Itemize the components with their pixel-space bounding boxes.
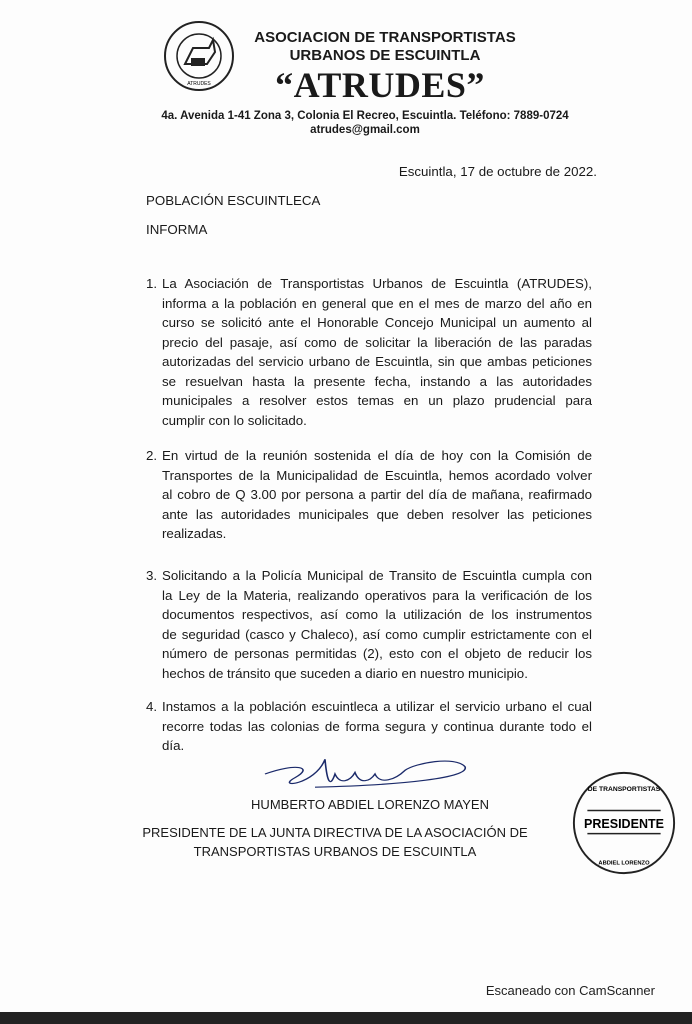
association-logo xyxy=(163,14,235,104)
paragraph-line: al cobro de Q 3.00 por persona a partir del día de mañana, reafirmado xyxy=(162,487,592,502)
org-name-line1: ASOCIACION DE TRANSPORTISTAS xyxy=(254,29,516,46)
paragraph-number: 3. xyxy=(146,568,158,583)
paragraph-number: 2. xyxy=(146,448,158,463)
paragraph-line: informa a la población en general que en el mes de marzo del año en xyxy=(162,295,592,311)
paragraph-number: 4. xyxy=(146,699,158,714)
paragraph-line: precio del pasaje, así como de solicitar la liberación de las paradas xyxy=(162,334,592,350)
paragraph-line: ante las autoridades municipales que deben resolver las peticiones xyxy=(162,506,592,522)
org-address: 4a. Avenida 1-41 Zona 3, Colonia El Recreo, Escuintla. Teléfono: 7889-0724 xyxy=(161,110,569,122)
numbered-paragraph xyxy=(146,274,592,430)
paragraph-line: realizadas. xyxy=(162,526,227,541)
paragraph-line: Instamos a la población escuintleca a utilizar el servicio urbano el cual xyxy=(162,699,592,714)
paragraph-line: autorizadas del servicio urbano de Escuintla, sin que ambas peticiones xyxy=(162,354,592,369)
paragraph-line: municipales a resolver estos temas en un plazo prudencial para xyxy=(162,393,592,408)
org-name-line2: URBANOS DE ESCUINTLA xyxy=(289,47,481,64)
signatory-title-line2: TRANSPORTISTAS URBANOS DE ESCUINTLA xyxy=(193,844,477,859)
numbered-paragraph xyxy=(146,697,592,756)
addressee: POBLACIÓN ESCUINTLECA xyxy=(146,193,321,208)
paragraph-line: de seguridad (casco y Chaleco), así como cumplir estrictamente con el xyxy=(162,626,592,642)
paragraph-line: recorre todas las colonias de forma segura y continua durante todo el xyxy=(162,718,592,734)
paragraph-line: hechos de tránsito que suceden a diario en nuestro municipio. xyxy=(162,665,528,681)
paragraph-line: Transportes de la Municipalidad de Escuintla, hemos acordado volver xyxy=(162,467,592,483)
president-stamp xyxy=(566,770,682,876)
svg-text:ABDIEL LORENZO: ABDIEL LORENZO xyxy=(598,860,650,867)
paragraph-line: número de personas permitidas (2), esto con el objeto de reducir los xyxy=(162,646,592,661)
paragraph-line: La Asociación de Transportistas Urbanos de Escuintla (ATRUDES), xyxy=(162,276,592,291)
org-acronym: “ATRUDES” xyxy=(275,65,485,105)
letter-date: Escuintla, 17 de octubre de 2022. xyxy=(398,164,597,179)
scanner-watermark: Escaneado con CamScanner xyxy=(485,983,655,998)
paragraph-line: la Ley de la Materia, realizando operativos para la verificación de los xyxy=(162,587,592,603)
paragraph-line: cumplir con lo solicitado. xyxy=(162,412,307,428)
paragraph-line: día. xyxy=(162,738,185,753)
paragraph-line: En virtud de la reunión sostenida el día de hoy con la Comisión de xyxy=(162,448,592,463)
paragraph-number: 1. xyxy=(146,276,158,291)
numbered-paragraph xyxy=(146,566,592,683)
paragraph-line: documentos respectivos, así como la utilización de los instrumentos xyxy=(162,607,592,622)
paragraph-line: se resuelvan hasta la presente fecha, instando a las autoridades xyxy=(162,373,592,389)
paragraph-line: curso se solicitó ante el Honorable Concejo Municipal un aumento al xyxy=(162,315,592,330)
handwritten-signature xyxy=(255,752,475,796)
signatory-title-line1: PRESIDENTE DE LA JUNTA DIRECTIVA DE LA ASOCIACIÓN DE xyxy=(142,825,528,840)
org-email: atrudes@gmail.com xyxy=(310,124,420,136)
svg-text:ATRUDES: ATRUDES xyxy=(187,81,211,87)
svg-text:DE TRANSPORTISTAS: DE TRANSPORTISTAS xyxy=(587,786,661,794)
subject: INFORMA xyxy=(146,222,208,237)
numbered-paragraph xyxy=(146,446,592,544)
bottom-bar xyxy=(0,1012,692,1024)
paragraph-line: Solicitando a la Policía Municipal de Transito de Escuintla cumpla con xyxy=(162,568,592,583)
signatory-name: HUMBERTO ABDIEL LORENZO MAYEN xyxy=(251,797,489,812)
svg-text:PRESIDENTE: PRESIDENTE xyxy=(584,816,664,831)
